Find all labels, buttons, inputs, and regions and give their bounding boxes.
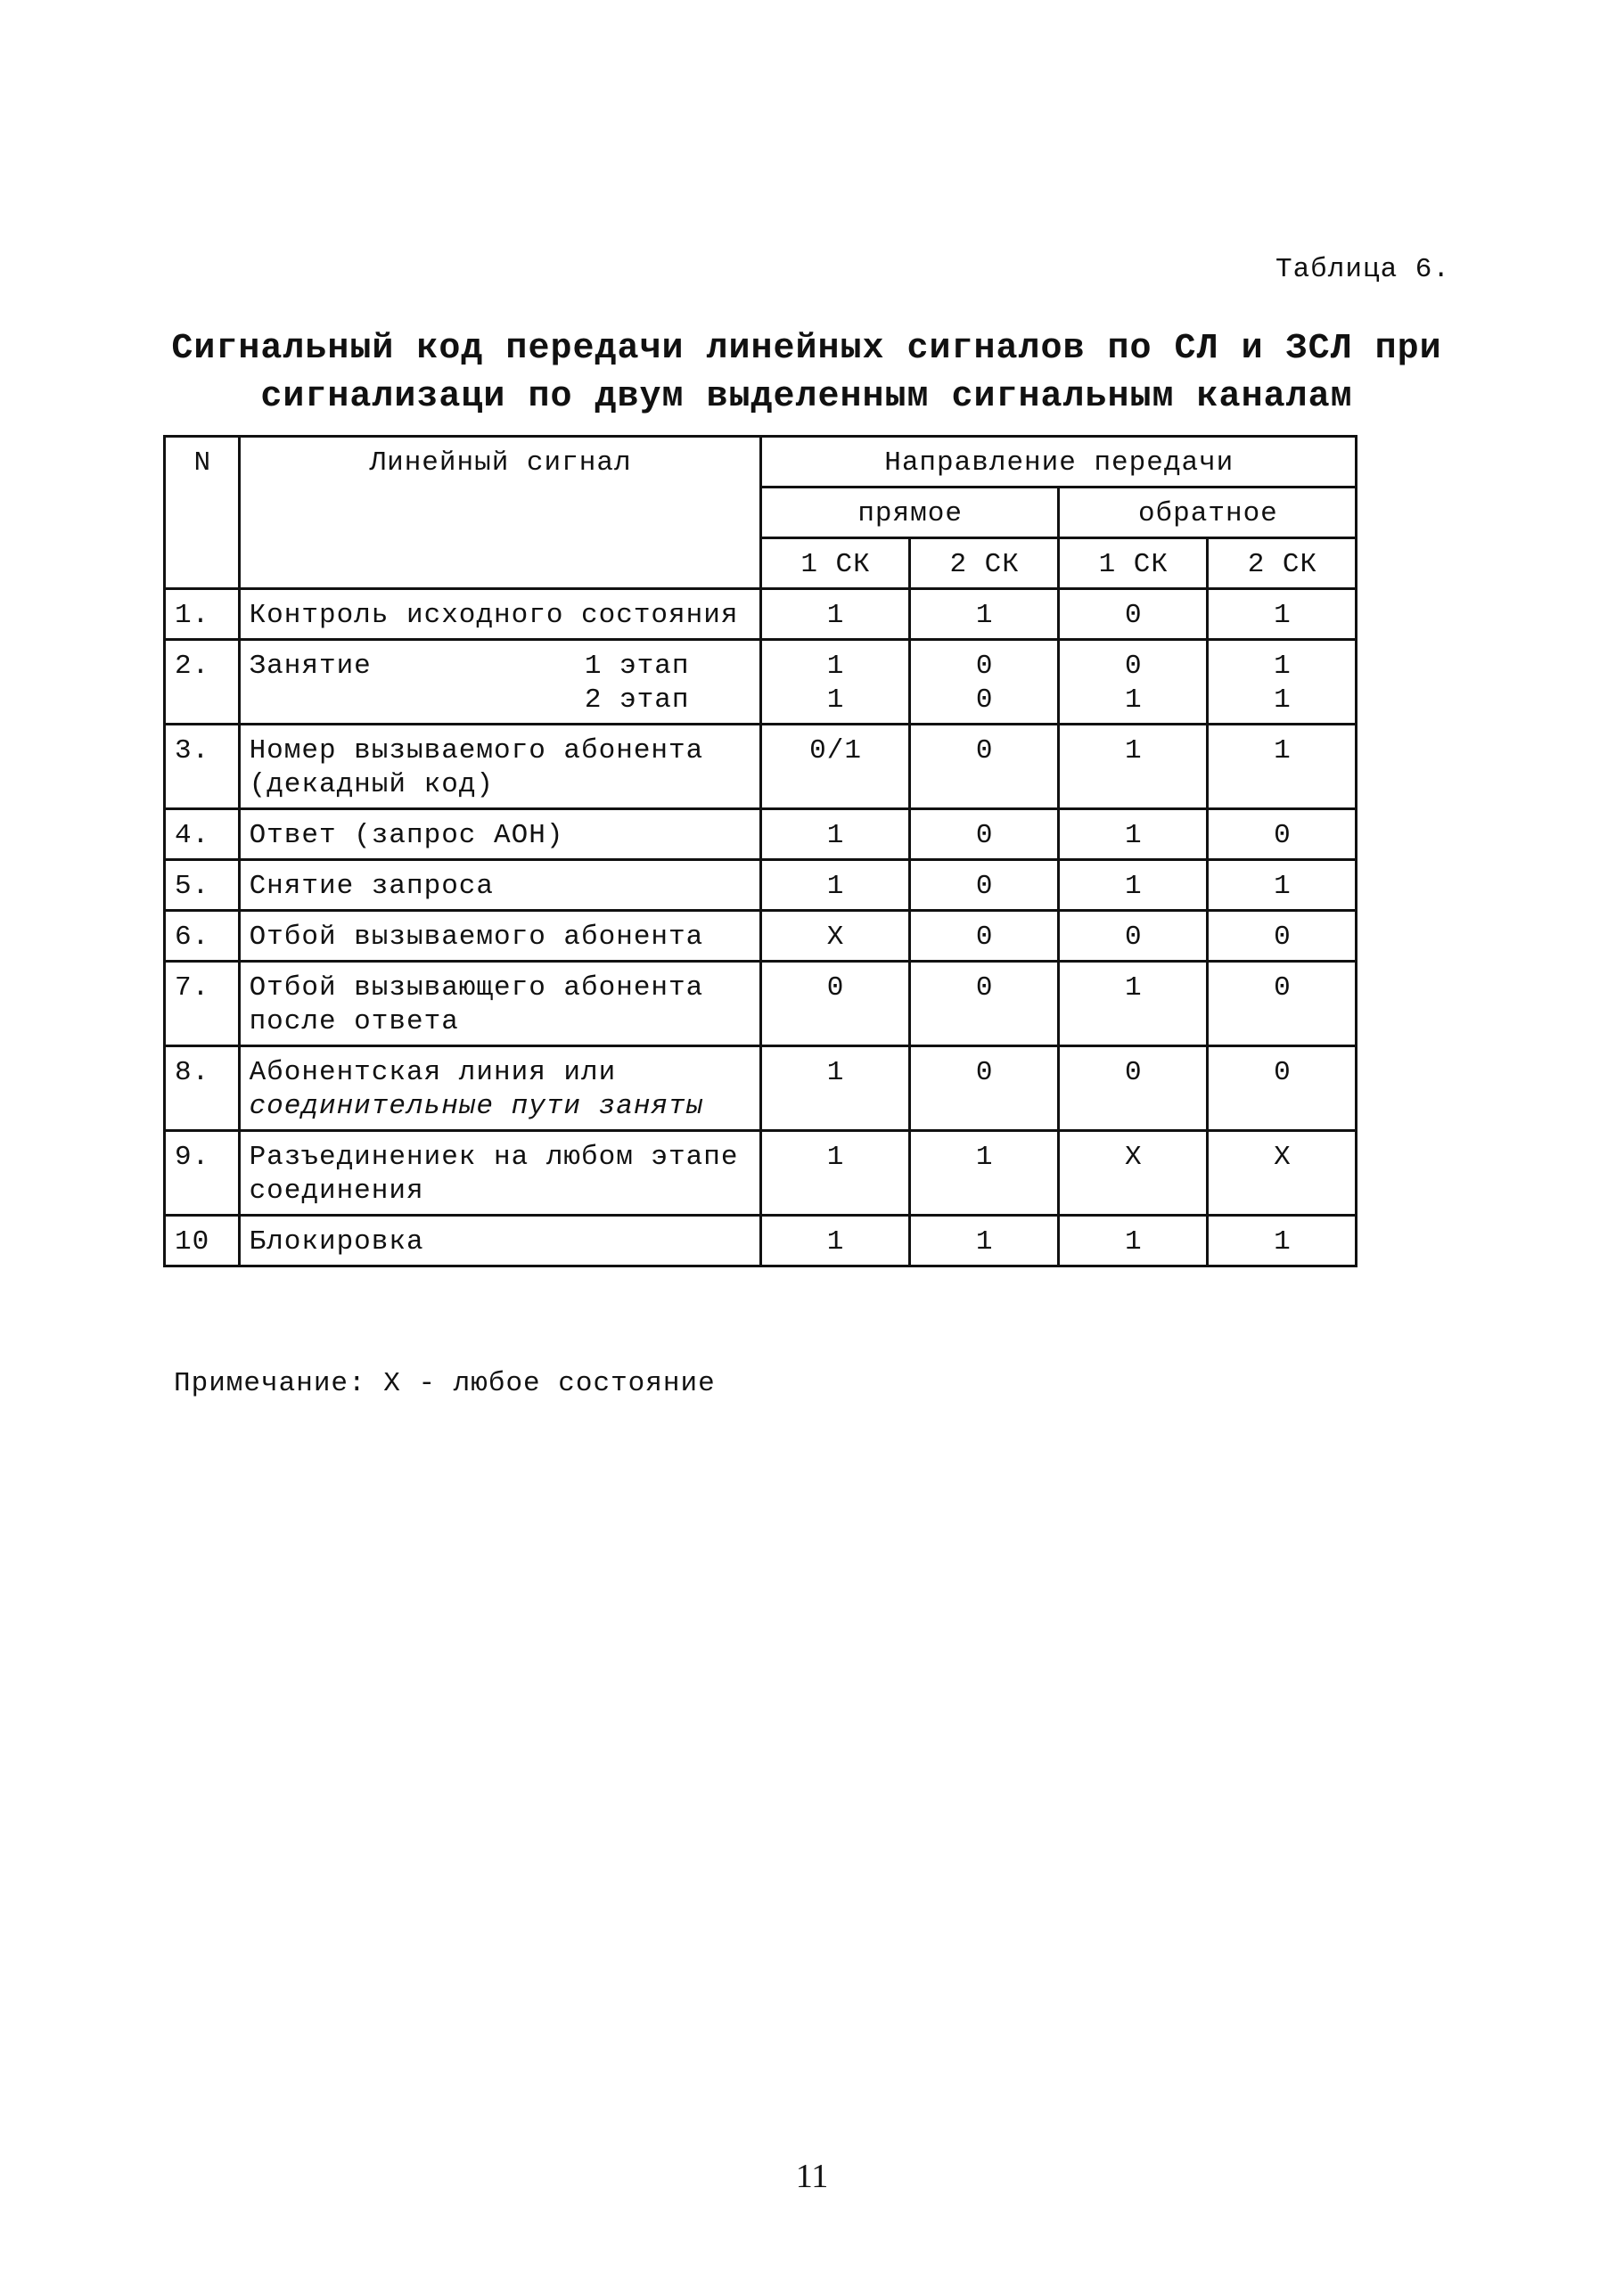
row-number: 9.: [165, 1131, 240, 1216]
cell-value: X: [1207, 1131, 1356, 1216]
cell-value: 1: [909, 1216, 1058, 1266]
cell-value: 0 1: [1058, 640, 1207, 725]
table-row: [165, 911, 1357, 962]
row-signal: Разъединениек на любом этапе соединения: [239, 1131, 760, 1216]
cell-value: 1: [1058, 860, 1207, 911]
row-signal: [239, 640, 760, 725]
row-number: 8.: [165, 1046, 240, 1131]
row-signal-label: Занятие: [249, 651, 372, 682]
row-number: 10: [165, 1216, 240, 1266]
cell-value: 0: [1058, 911, 1207, 962]
cell-value: 1 1: [1207, 640, 1356, 725]
table-row: [165, 725, 1357, 809]
cell-value: 1: [760, 860, 909, 911]
cell-value: 0: [1058, 1046, 1207, 1131]
header-reverse-ck2: 2 СК: [1207, 538, 1356, 589]
row-signal-line-1: Абонентская линия или: [249, 1057, 617, 1088]
row-stage-2: 2 этап: [584, 684, 690, 716]
row-signal: Контроль исходного состояния: [239, 589, 760, 640]
cell-value: 1: [1058, 809, 1207, 860]
cell-value: 1: [909, 1131, 1058, 1216]
cell-value: X: [1058, 1131, 1207, 1216]
signal-code-table: [163, 435, 1357, 1267]
cell-value: 0: [909, 911, 1058, 962]
table-row: [165, 589, 1357, 640]
row-signal: Ответ (запрос АОН): [239, 809, 760, 860]
header-direction: Направление передачи: [760, 437, 1357, 488]
cell-value: 1: [1207, 860, 1356, 911]
header-forward: прямое: [760, 488, 1058, 538]
cell-value: 0: [909, 1046, 1058, 1131]
table-row: [165, 860, 1357, 911]
table-title: [152, 325, 1462, 422]
title-line-1: Сигнальный код передачи линейных сигналов по СЛ и ЗСЛ при: [171, 329, 1442, 369]
row-signal: Отбой вызывающего абонента после ответа: [239, 962, 760, 1046]
row-number: 3.: [165, 725, 240, 809]
row-signal: Отбой вызываемого абонента: [239, 911, 760, 962]
cell-value: 1: [1207, 725, 1356, 809]
cell-value: 1: [1207, 1216, 1356, 1266]
table-row: [165, 1046, 1357, 1131]
row-number: 7.: [165, 962, 240, 1046]
row-number: 6.: [165, 911, 240, 962]
cell-value: 1: [1058, 962, 1207, 1046]
cell-value: 0: [760, 962, 909, 1046]
table-row: [165, 640, 1357, 725]
table-row: [165, 809, 1357, 860]
cell-value: 1: [1207, 589, 1356, 640]
cell-value: 0/1: [760, 725, 909, 809]
table-row: [165, 1216, 1357, 1266]
cell-value: 0: [909, 860, 1058, 911]
row-signal-line-2: соединительные пути заняты: [249, 1091, 704, 1122]
table-row: [165, 1131, 1357, 1216]
cell-value: 1: [760, 1046, 909, 1131]
cell-value: X: [760, 911, 909, 962]
row-signal: Снятие запроса: [239, 860, 760, 911]
row-stage-1: 1 этап: [584, 651, 690, 682]
row-number: 1.: [165, 589, 240, 640]
cell-value: 0: [909, 809, 1058, 860]
header-n: N: [165, 437, 240, 589]
cell-value: 1: [1058, 725, 1207, 809]
page-number: 11: [795, 2158, 829, 2195]
cell-value: 1: [760, 1131, 909, 1216]
cell-value: 0: [1207, 809, 1356, 860]
header-forward-ck1: 1 СК: [760, 538, 909, 589]
row-signal: [239, 1046, 760, 1131]
cell-value: 1: [760, 589, 909, 640]
cell-value: 1: [760, 1216, 909, 1266]
header-reverse-ck1: 1 СК: [1058, 538, 1207, 589]
table-note: Примечание: X - любое состояние: [174, 1368, 716, 1399]
header-signal: Линейный сигнал: [239, 437, 760, 589]
cell-value: 0: [909, 962, 1058, 1046]
cell-value: 1: [760, 809, 909, 860]
cell-value: 0: [1207, 962, 1356, 1046]
cell-value: 1: [1058, 1216, 1207, 1266]
cell-value: 1: [909, 589, 1058, 640]
row-signal: Номер вызываемого абонента (декадный код): [239, 725, 760, 809]
row-signal: Блокировка: [239, 1216, 760, 1266]
row-number: 2.: [165, 640, 240, 725]
header-reverse: обратное: [1058, 488, 1356, 538]
cell-value: 1 1: [760, 640, 909, 725]
title-line-2: сигнализаци по двум выделенным сигнальным каналам: [260, 377, 1353, 417]
table-label: Таблица 6.: [1275, 254, 1450, 285]
cell-value: 0: [1207, 1046, 1356, 1131]
cell-value: 0: [909, 725, 1058, 809]
header-forward-ck2: 2 СК: [909, 538, 1058, 589]
cell-value: 0: [1207, 911, 1356, 962]
row-number: 5.: [165, 860, 240, 911]
row-number: 4.: [165, 809, 240, 860]
table-row: [165, 962, 1357, 1046]
cell-value: 0: [1058, 589, 1207, 640]
cell-value: 0 0: [909, 640, 1058, 725]
